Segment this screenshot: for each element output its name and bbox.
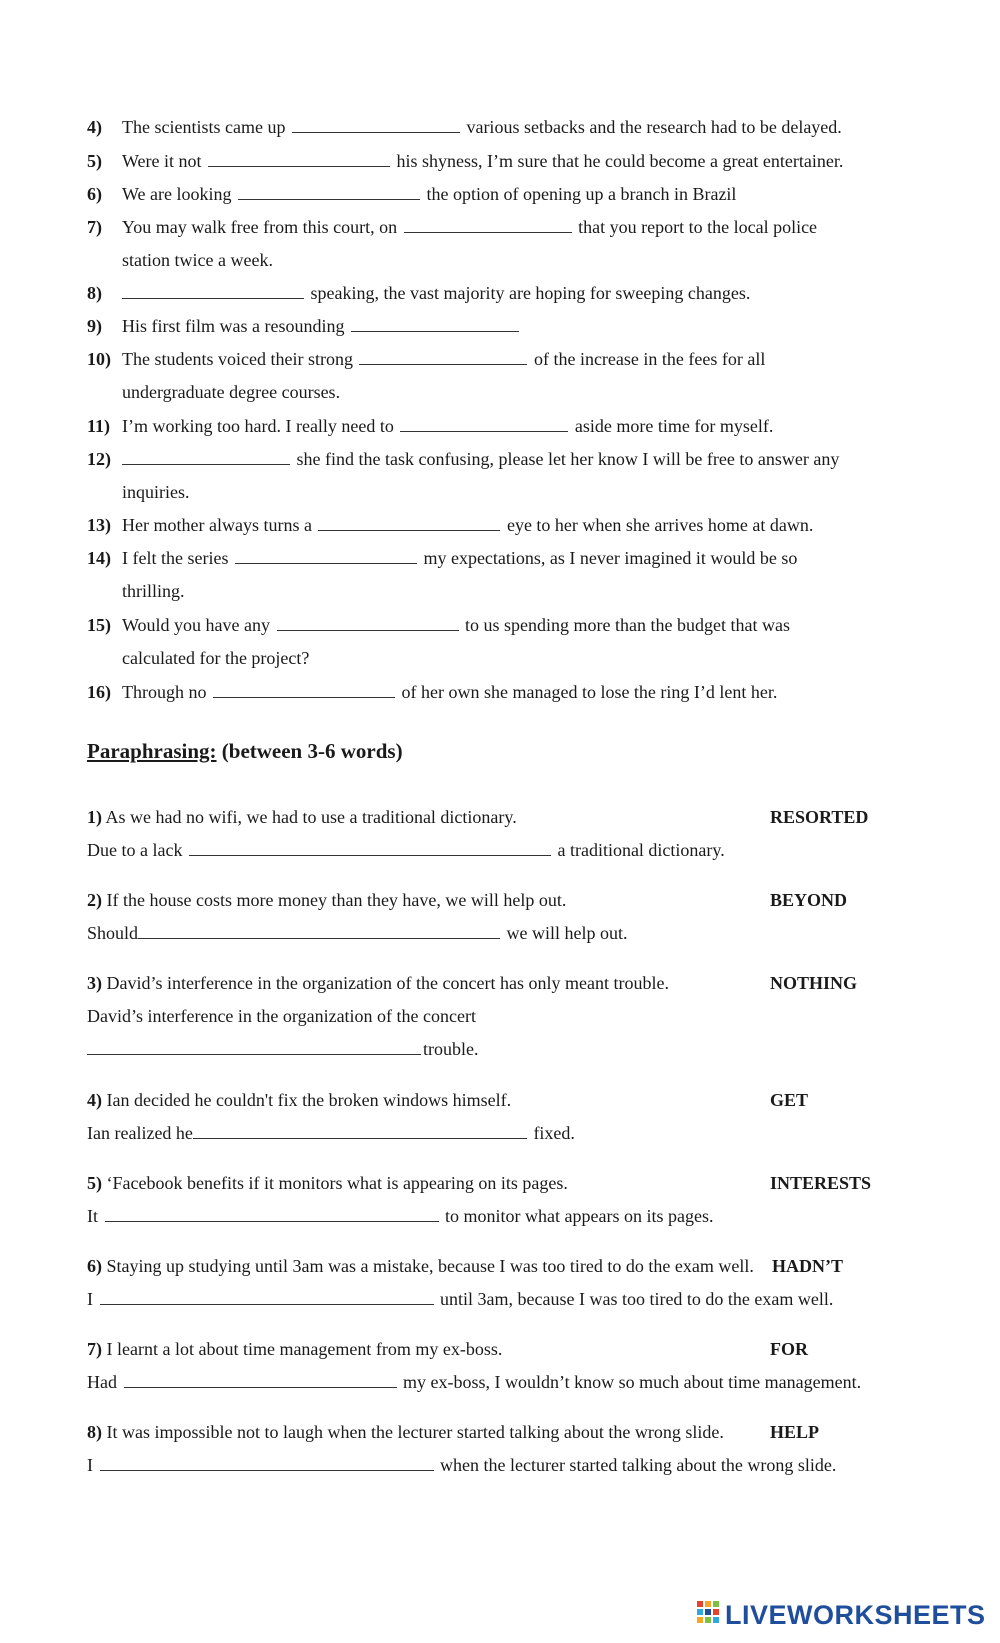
liveworksheets-logo-icon: [696, 1600, 722, 1633]
para-7-sentence: 7) I learnt a lot about time management from my ex-boss.: [87, 1339, 503, 1359]
para-4-answer: Ian realized he fixed.: [87, 1123, 575, 1143]
para-5-answer: It to monitor what appears on its pages.: [87, 1206, 714, 1226]
para-5-sentence: 5) ‘Facebook benefits if it monitors what is appearing on its pages.: [87, 1173, 568, 1193]
para-3-sentence: 3) David’s interference in the organization of the concert has only meant trouble.: [87, 973, 669, 993]
blank-12[interactable]: [122, 450, 290, 465]
blank-16[interactable]: [213, 683, 395, 698]
blank-7[interactable]: [404, 218, 572, 233]
blank-8[interactable]: [122, 284, 304, 299]
item-14-cont: thrilling.: [122, 581, 185, 601]
para-5-keyword: INTERESTS: [770, 1173, 872, 1193]
liveworksheets-logo: [696, 1600, 986, 1634]
para-4-sentence: 4) Ian decided he couldn't fix the broken windows himself.: [87, 1090, 512, 1110]
item-13: Her mother always turns a eye to her when she arrives home at dawn.: [122, 515, 814, 535]
blank-10[interactable]: [359, 350, 527, 365]
para-3-answer: trouble.: [87, 1038, 479, 1060]
item-14: I felt the series my expectations, as I never imagined it would be so: [122, 548, 798, 568]
blank-4[interactable]: [292, 118, 460, 133]
para-2-keyword: BEYOND: [770, 890, 848, 910]
num-5: 5): [87, 151, 102, 171]
item-8: speaking, the vast majority are hoping for sweeping changes.: [122, 282, 750, 304]
item-4: The scientists came up various setbacks and the research had to be delayed.: [122, 117, 842, 137]
para-4-keyword: GET: [770, 1090, 809, 1110]
num-10: 10): [87, 349, 111, 369]
para-6-answer: I until 3am, because I was too tired to do the exam well.: [87, 1289, 834, 1309]
item-10-cont: undergraduate degree courses.: [122, 382, 341, 402]
para-2-answer: Should we will help out.: [87, 923, 628, 943]
item-5: Were it not his shyness, I’m sure that he could become a great entertainer.: [122, 151, 844, 171]
item-15-cont: calculated for the project?: [122, 648, 310, 668]
num-15: 15): [87, 615, 111, 635]
num-8: 8): [87, 283, 102, 303]
para-1-keyword: RESORTED: [770, 807, 869, 827]
num-11: 11): [87, 416, 111, 436]
para-8-sentence: 8) It was impossible not to laugh when the lecturer started talking about the wrong slide.: [87, 1422, 724, 1442]
num-13: 13): [87, 515, 111, 535]
num-4: 4): [87, 117, 102, 137]
para-1-answer: Due to a lack a traditional dictionary.: [87, 840, 725, 860]
blank-11[interactable]: [400, 417, 568, 432]
item-10: The students voiced their strong of the increase in the fees for all: [122, 349, 766, 369]
para-2-blank[interactable]: [138, 924, 500, 939]
blank-5[interactable]: [208, 152, 390, 167]
blank-14[interactable]: [235, 549, 417, 564]
para-2-sentence: 2) If the house costs more money than they have, we will help out.: [87, 890, 567, 910]
blank-6[interactable]: [238, 185, 420, 200]
para-5-blank[interactable]: [105, 1207, 439, 1222]
num-16: 16): [87, 682, 111, 702]
logo-text: LIVEWORKSHEETS: [725, 1600, 986, 1630]
num-12: 12): [87, 449, 111, 469]
para-3-pre: David’s interference in the organization of the concert: [87, 1006, 477, 1026]
item-15: Would you have any to us spending more than the budget that was: [122, 615, 790, 635]
blank-9[interactable]: [351, 317, 519, 332]
num-6: 6): [87, 184, 102, 204]
blank-15[interactable]: [277, 616, 459, 631]
item-7: You may walk free from this court, on that you report to the local police: [122, 217, 818, 237]
para-1-sentence: 1) As we had no wifi, we had to use a traditional dictionary.: [87, 807, 517, 827]
para-6-blank[interactable]: [100, 1290, 434, 1305]
para-7-keyword: FOR: [770, 1339, 808, 1359]
num-9: 9): [87, 316, 102, 336]
num-14: 14): [87, 548, 111, 568]
item-12-cont: inquiries.: [122, 482, 190, 502]
para-6-keyword: HADN’T: [772, 1256, 843, 1276]
para-4-blank[interactable]: [193, 1124, 527, 1139]
para-8-blank[interactable]: [100, 1456, 434, 1471]
blank-13[interactable]: [318, 516, 500, 531]
para-7-answer: Had my ex-boss, I wouldn’t know so much about time management.: [87, 1372, 862, 1392]
para-8-keyword: HELP: [770, 1422, 820, 1442]
item-9: His first film was a resounding: [122, 315, 521, 337]
para-1-blank[interactable]: [189, 841, 551, 856]
para-3-blank[interactable]: [87, 1040, 421, 1055]
para-7-blank[interactable]: [124, 1373, 397, 1388]
item-7-cont: station twice a week.: [122, 250, 273, 270]
item-12: she find the task confusing, please let her know I will be free to answer any: [122, 448, 839, 470]
para-6-sentence: 6) Staying up studying until 3am was a mistake, because I was too tired to do the exam well.: [87, 1256, 754, 1276]
item-11: I’m working too hard. I really need to aside more time for myself.: [122, 416, 774, 436]
para-8-answer: I when the lecturer started talking about the wrong slide.: [87, 1455, 837, 1475]
item-16: Through no of her own she managed to lose the ring I’d lent her.: [122, 682, 778, 702]
paraphrasing-heading: Paraphrasing: (between 3-6 words): [87, 739, 403, 763]
num-7: 7): [87, 217, 102, 237]
item-6: We are looking the option of opening up a branch in Brazil: [122, 184, 737, 204]
para-3-keyword: NOTHING: [770, 973, 858, 993]
